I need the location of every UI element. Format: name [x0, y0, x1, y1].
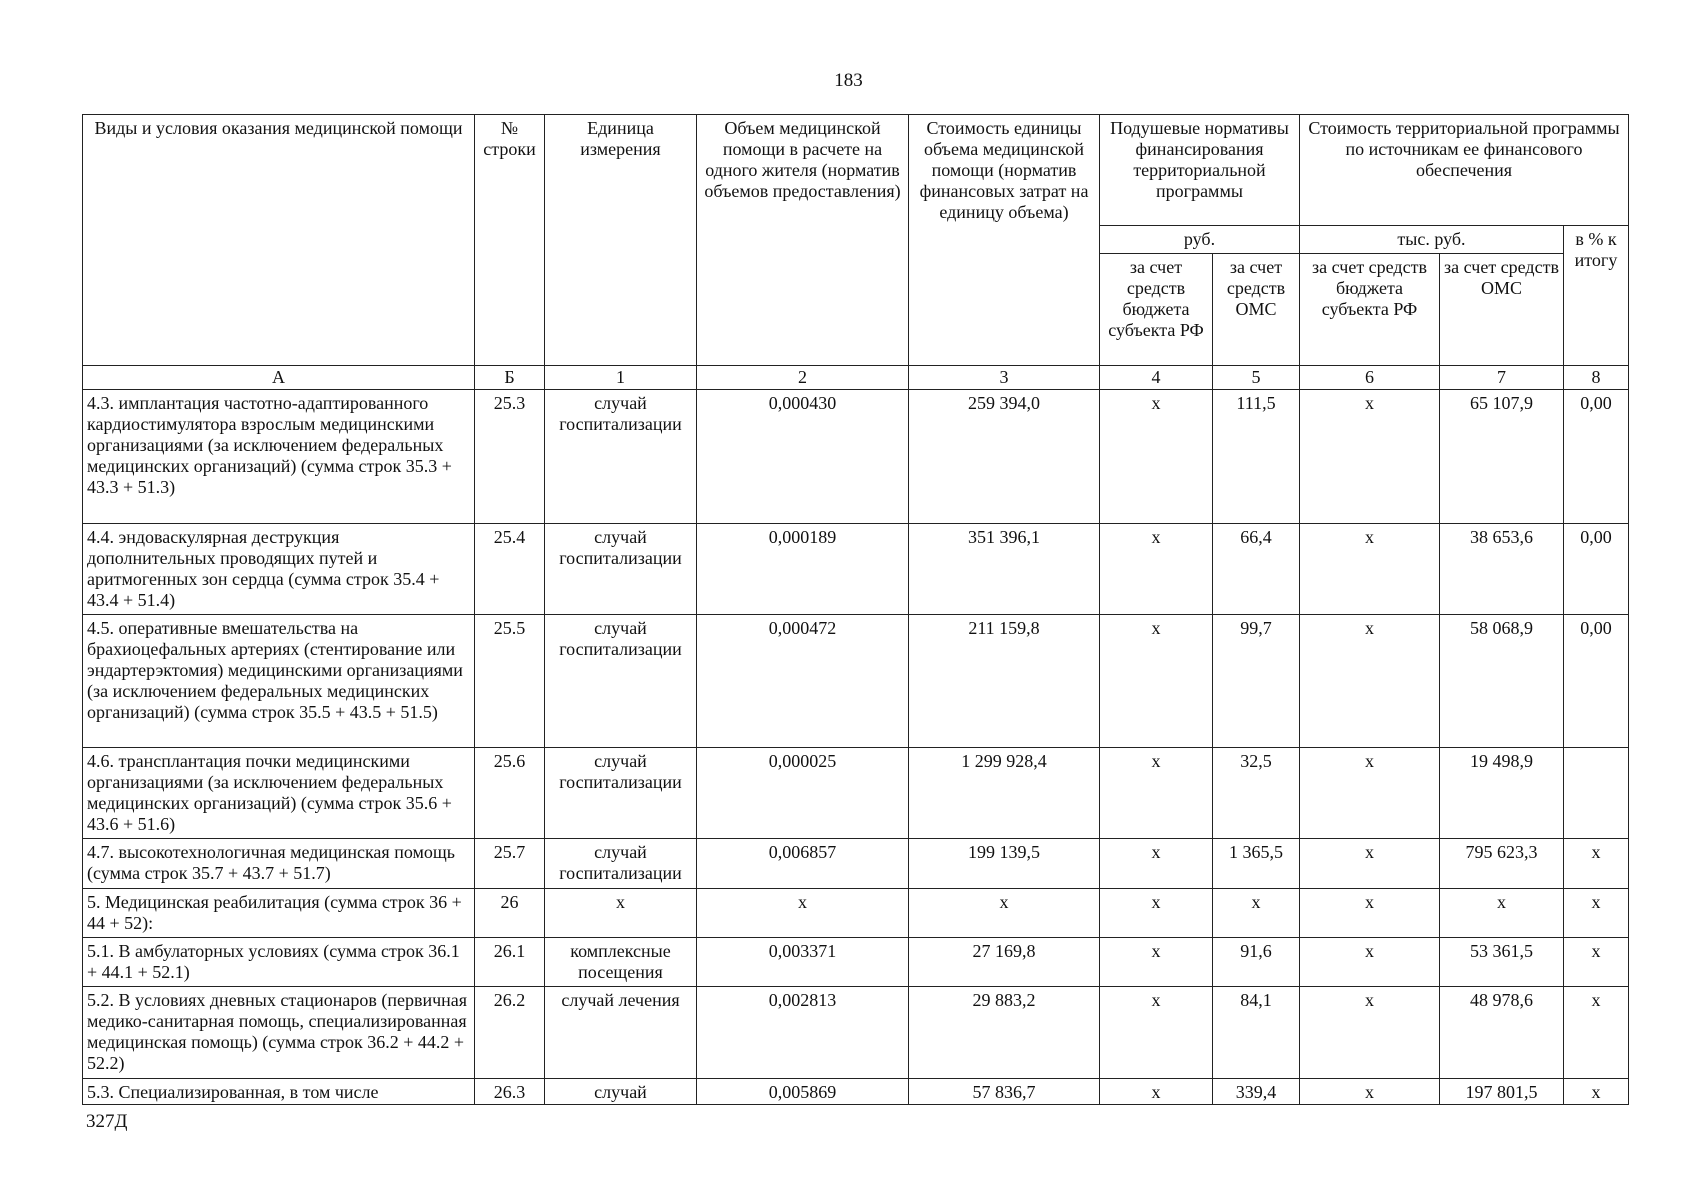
row-cost: 1 299 928,4 [909, 748, 1100, 839]
row-unit: случай лечения [545, 987, 697, 1079]
row-percent: 0,00 [1564, 390, 1629, 524]
row-budget-rub: х [1100, 390, 1213, 524]
row-budget-thous: х [1300, 748, 1440, 839]
header-unit-rub: руб. [1100, 226, 1300, 254]
row-oms-thous: 65 107,9 [1440, 390, 1564, 524]
row-volume: 0,002813 [697, 987, 909, 1079]
row-cost: 29 883,2 [909, 987, 1100, 1079]
row-oms-rub: 1 365,5 [1213, 839, 1300, 889]
header-unit-thous-rub: тыс. руб. [1300, 226, 1564, 254]
table-row [83, 748, 1629, 839]
row-budget-rub: х [1100, 615, 1213, 748]
header-budget-thous: за счет средств бюджета субъекта РФ [1300, 254, 1440, 366]
row-budget-rub: х [1100, 748, 1213, 839]
header-program-cost: Стоимость территориальной программы по источникам ее финансового обеспечения [1300, 115, 1629, 226]
column-number: 5 [1213, 366, 1300, 390]
row-number: 26.1 [475, 938, 545, 987]
row-oms-rub: 66,4 [1213, 524, 1300, 615]
header-percent: в % к итогу [1564, 226, 1629, 366]
row-percent: х [1564, 839, 1629, 889]
row-oms-rub: 91,6 [1213, 938, 1300, 987]
row-unit: комплексные посещения [545, 938, 697, 987]
table-row [83, 889, 1629, 938]
column-number: 3 [909, 366, 1100, 390]
row-oms-thous: 38 653,6 [1440, 524, 1564, 615]
row-unit: случай госпитализации [545, 839, 697, 889]
header-unit: Единица измерения [545, 115, 697, 366]
column-number-row [83, 366, 1629, 390]
row-number: 25.3 [475, 390, 545, 524]
row-cost: 27 169,8 [909, 938, 1100, 987]
table-row [83, 390, 1629, 524]
row-number: 25.6 [475, 748, 545, 839]
row-cost: 211 159,8 [909, 615, 1100, 748]
row-cost: 351 396,1 [909, 524, 1100, 615]
row-cost: х [909, 889, 1100, 938]
row-budget-rub: х [1100, 938, 1213, 987]
row-oms-rub: х [1213, 889, 1300, 938]
row-oms-thous: 197 801,5 [1440, 1079, 1564, 1105]
header-oms-rub: за счет средств ОМС [1213, 254, 1300, 366]
row-volume: 0,000025 [697, 748, 909, 839]
row-unit: случай госпитализации [545, 390, 697, 524]
page-number: 183 [834, 70, 863, 91]
row-oms-rub: 111,5 [1213, 390, 1300, 524]
row-cost: 199 139,5 [909, 839, 1100, 889]
header-budget-rub: за счет средств бюджета субъекта РФ [1100, 254, 1213, 366]
row-name: 5. Медицинская реабилитация (сумма строк 36 + 44 + 52): [83, 889, 475, 938]
row-budget-thous: х [1300, 1079, 1440, 1105]
column-number: 2 [697, 366, 909, 390]
row-budget-rub: х [1100, 524, 1213, 615]
row-number: 25.4 [475, 524, 545, 615]
table-row [83, 1079, 1629, 1105]
row-number: 25.5 [475, 615, 545, 748]
row-budget-rub: х [1100, 839, 1213, 889]
row-name: 5.1. В амбулаторных условиях (сумма строк 36.1 + 44.1 + 52.1) [83, 938, 475, 987]
row-number: 26.2 [475, 987, 545, 1079]
table-row [83, 987, 1629, 1079]
header-name: Виды и условия оказания медицинской помощи [83, 115, 475, 366]
row-unit: случай госпитализации [545, 615, 697, 748]
column-number: 8 [1564, 366, 1629, 390]
row-name: 4.4. эндоваскулярная деструкция дополнительных проводящих путей и аритмогенных зон сердца (сумма строк 35.4 + 43.4 + 51.4) [83, 524, 475, 615]
row-budget-thous: х [1300, 615, 1440, 748]
row-volume: 0,006857 [697, 839, 909, 889]
row-number: 25.7 [475, 839, 545, 889]
table-row [83, 938, 1629, 987]
row-oms-rub: 84,1 [1213, 987, 1300, 1079]
row-volume: 0,005869 [697, 1079, 909, 1105]
row-oms-thous: 58 068,9 [1440, 615, 1564, 748]
column-number: А [83, 366, 475, 390]
row-unit: случай [545, 1079, 697, 1105]
row-oms-thous: 19 498,9 [1440, 748, 1564, 839]
row-budget-thous: х [1300, 524, 1440, 615]
row-number: 26 [475, 889, 545, 938]
column-number: Б [475, 366, 545, 390]
row-budget-rub: х [1100, 987, 1213, 1079]
row-budget-thous: х [1300, 839, 1440, 889]
row-oms-thous: 48 978,6 [1440, 987, 1564, 1079]
row-volume: 0,000430 [697, 390, 909, 524]
row-oms-rub: 32,5 [1213, 748, 1300, 839]
header-per-capita: Подушевые нормативы финансирования территориальной программы [1100, 115, 1300, 226]
row-name: 5.2. В условиях дневных стационаров (первичная медико-санитарная помощь, специализированная медицинская помощь) (сумма строк 36.2 + 44.2 + 52.2) [83, 987, 475, 1079]
table-row [83, 524, 1629, 615]
row-number: 26.3 [475, 1079, 545, 1105]
row-oms-thous: 795 623,3 [1440, 839, 1564, 889]
row-oms-rub: 99,7 [1213, 615, 1300, 748]
column-number: 4 [1100, 366, 1213, 390]
row-name: 5.3. Специализированная, в том числе [83, 1079, 475, 1105]
row-volume: 0,000472 [697, 615, 909, 748]
row-percent: х [1564, 889, 1629, 938]
row-volume: 0,003371 [697, 938, 909, 987]
row-volume: х [697, 889, 909, 938]
header-oms-thous: за счет средств ОМС [1440, 254, 1564, 366]
row-cost: 259 394,0 [909, 390, 1100, 524]
document-code: 327Д [86, 1111, 128, 1132]
row-name: 4.6. трансплантация почки медицинскими организациями (за исключением федеральных медицинских организаций) (сумма строк 35.6 + 43.6 + 51.6) [83, 748, 475, 839]
header-cost: Стоимость единицы объема медицинской помощи (норматив финансовых затрат на единицу объема) [909, 115, 1100, 366]
row-unit: случай госпитализации [545, 524, 697, 615]
row-budget-thous: х [1300, 987, 1440, 1079]
row-budget-thous: х [1300, 889, 1440, 938]
row-percent: х [1564, 987, 1629, 1079]
row-percent: 0,00 [1564, 615, 1629, 748]
column-number: 6 [1300, 366, 1440, 390]
row-percent [1564, 748, 1629, 839]
row-volume: 0,000189 [697, 524, 909, 615]
row-budget-thous: х [1300, 938, 1440, 987]
header-volume: Объем медицинской помощи в расчете на одного жителя (норматив объемов предоставления) [697, 115, 909, 366]
header-row-no: № строки [475, 115, 545, 366]
financing-table [82, 114, 1629, 1105]
row-oms-thous: 53 361,5 [1440, 938, 1564, 987]
column-number: 7 [1440, 366, 1564, 390]
table-row [83, 839, 1629, 889]
row-oms-rub: 339,4 [1213, 1079, 1300, 1105]
row-name: 4.3. имплантация частотно-адаптированного кардиостимулятора взрослым медицинскими организациями (за исключением федеральных медицинских организаций) (сумма строк 35.3 + 43.3 + 51.3) [83, 390, 475, 524]
row-name: 4.7. высокотехнологичная медицинская помощь (сумма строк 35.7 + 43.7 + 51.7) [83, 839, 475, 889]
row-percent: х [1564, 938, 1629, 987]
row-percent: х [1564, 1079, 1629, 1105]
row-unit: случай госпитализации [545, 748, 697, 839]
table-row [83, 615, 1629, 748]
column-number: 1 [545, 366, 697, 390]
row-unit: х [545, 889, 697, 938]
row-percent: 0,00 [1564, 524, 1629, 615]
row-oms-thous: х [1440, 889, 1564, 938]
row-budget-rub: х [1100, 1079, 1213, 1105]
row-cost: 57 836,7 [909, 1079, 1100, 1105]
row-name: 4.5. оперативные вмешательства на брахиоцефальных артериях (стентирование или эндартерэктомия) медицинскими организациями (за исключением федеральных медицинских организаций) (сумма строк 35.5 + 43.5 + 51.5) [83, 615, 475, 748]
row-budget-rub: х [1100, 889, 1213, 938]
row-budget-thous: х [1300, 390, 1440, 524]
